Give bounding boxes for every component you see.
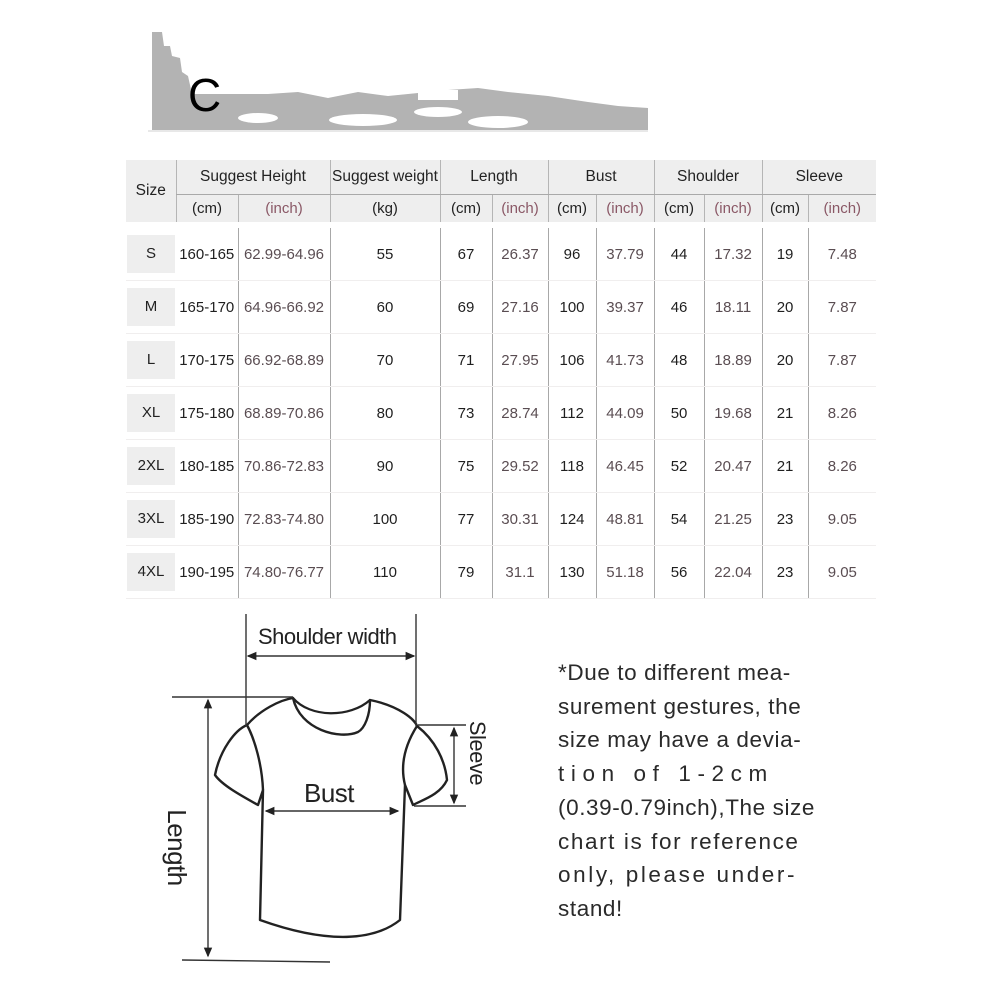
shoulder-cm: 54 xyxy=(654,493,704,546)
table-row xyxy=(126,387,876,440)
length-label: Length xyxy=(161,809,192,886)
unit-length-inch: (inch) xyxy=(492,195,548,223)
sleeve-cm: 23 xyxy=(762,493,808,546)
sleeve-cm: 20 xyxy=(762,334,808,387)
sleeve-inch: 7.87 xyxy=(808,334,876,387)
weight-kg: 80 xyxy=(330,387,440,440)
height-inch: 66.92-68.89 xyxy=(238,334,330,387)
bust-cm: 130 xyxy=(548,546,596,599)
height-inch: 74.80-76.77 xyxy=(238,546,330,599)
size-label: 4XL xyxy=(127,553,175,591)
unit-sleeve-inch: (inch) xyxy=(808,195,876,223)
height-inch: 68.89-70.86 xyxy=(238,387,330,440)
weight-kg: 100 xyxy=(330,493,440,546)
height-inch: 72.83-74.80 xyxy=(238,493,330,546)
height-inch: 64.96-66.92 xyxy=(238,281,330,334)
sleeve-inch: 7.48 xyxy=(808,228,876,281)
bust-inch: 39.37 xyxy=(596,281,654,334)
shoulder-inch: 21.25 xyxy=(704,493,762,546)
bust-cm: 100 xyxy=(548,281,596,334)
size-cell xyxy=(126,387,176,440)
length-inch: 29.52 xyxy=(492,440,548,493)
height-cm: 165-170 xyxy=(176,281,238,334)
size-label: L xyxy=(127,341,175,379)
note-line: *Due to different mea- xyxy=(558,660,791,685)
shoulder-inch: 20.47 xyxy=(704,440,762,493)
table-row xyxy=(126,281,876,334)
shoulder-inch: 17.32 xyxy=(704,228,762,281)
header-bust: Bust xyxy=(548,160,654,195)
note-line: stand! xyxy=(558,895,623,921)
unit-bust-inch: (inch) xyxy=(596,195,654,223)
measurement-disclaimer xyxy=(558,656,838,926)
length-inch: 27.16 xyxy=(492,281,548,334)
bust-cm: 118 xyxy=(548,440,596,493)
height-cm: 175-180 xyxy=(176,387,238,440)
sleeve-label: Sleeve xyxy=(465,720,491,786)
size-cell xyxy=(126,440,176,493)
header-size: Size xyxy=(126,160,176,222)
size-label: 3XL xyxy=(127,500,175,538)
erased-banner-shape xyxy=(148,32,648,132)
shoulder-inch: 18.89 xyxy=(704,334,762,387)
size-cell xyxy=(126,281,176,334)
unit-height-inch: (inch) xyxy=(238,195,330,223)
unit-shoulder-cm: (cm) xyxy=(654,195,704,223)
shoulder-cm: 44 xyxy=(654,228,704,281)
size-cell xyxy=(126,228,176,281)
sleeve-cm: 21 xyxy=(762,440,808,493)
bust-cm: 112 xyxy=(548,387,596,440)
size-cell xyxy=(126,493,176,546)
sleeve-cm: 23 xyxy=(762,546,808,599)
height-cm: 190-195 xyxy=(176,546,238,599)
weight-kg: 55 xyxy=(330,228,440,281)
shoulder-cm: 52 xyxy=(654,440,704,493)
weight-kg: 90 xyxy=(330,440,440,493)
unit-shoulder-inch: (inch) xyxy=(704,195,762,223)
sleeve-inch: 7.87 xyxy=(808,281,876,334)
weight-kg: 60 xyxy=(330,281,440,334)
bust-inch: 46.45 xyxy=(596,440,654,493)
length-inch: 31.1 xyxy=(492,546,548,599)
bust-inch: 37.79 xyxy=(596,228,654,281)
header-row-units xyxy=(126,195,876,223)
height-cm: 185-190 xyxy=(176,493,238,546)
height-cm: 170-175 xyxy=(176,334,238,387)
sleeve-cm: 19 xyxy=(762,228,808,281)
size-label: M xyxy=(127,288,175,326)
bust-cm: 124 xyxy=(548,493,596,546)
note-line: only, please under- xyxy=(558,862,798,888)
length-inch: 27.95 xyxy=(492,334,548,387)
table-row xyxy=(126,334,876,387)
bust-cm: 106 xyxy=(548,334,596,387)
size-chart-table xyxy=(126,160,876,599)
length-cm: 73 xyxy=(440,387,492,440)
bust-inch: 44.09 xyxy=(596,387,654,440)
bust-inch: 51.18 xyxy=(596,546,654,599)
length-cm: 77 xyxy=(440,493,492,546)
header-length: Length xyxy=(440,160,548,195)
length-cm: 71 xyxy=(440,334,492,387)
size-label: XL xyxy=(127,394,175,432)
table-row xyxy=(126,546,876,599)
title-banner xyxy=(148,32,648,132)
shoulder-width-label: Shoulder width xyxy=(258,624,397,649)
table-row xyxy=(126,440,876,493)
note-line: (0.39-0.79inch),The size xyxy=(558,794,816,820)
length-cm: 75 xyxy=(440,440,492,493)
unit-height-cm: (cm) xyxy=(176,195,238,223)
shoulder-cm: 48 xyxy=(654,334,704,387)
header-suggest-weight: Suggest weight xyxy=(330,160,440,195)
sleeve-cm: 21 xyxy=(762,387,808,440)
sleeve-inch: 8.26 xyxy=(808,387,876,440)
height-inch: 70.86-72.83 xyxy=(238,440,330,493)
size-label: 2XL xyxy=(127,447,175,485)
note-line: surement gestures, the xyxy=(558,693,802,719)
bust-cm: 96 xyxy=(548,228,596,281)
sleeve-inch: 8.26 xyxy=(808,440,876,493)
shoulder-inch: 22.04 xyxy=(704,546,762,599)
length-cm: 79 xyxy=(440,546,492,599)
shoulder-cm: 50 xyxy=(654,387,704,440)
shoulder-cm: 56 xyxy=(654,546,704,599)
bust-inch: 48.81 xyxy=(596,493,654,546)
header-suggest-height: Suggest Height xyxy=(176,160,330,195)
shoulder-cm: 46 xyxy=(654,281,704,334)
table-row xyxy=(126,493,876,546)
shoulder-inch: 18.11 xyxy=(704,281,762,334)
bust-label: Bust xyxy=(304,778,355,808)
height-cm: 180-185 xyxy=(176,440,238,493)
sleeve-inch: 9.05 xyxy=(808,546,876,599)
unit-bust-cm: (cm) xyxy=(548,195,596,223)
length-inch: 28.74 xyxy=(492,387,548,440)
header-sleeve: Sleeve xyxy=(762,160,876,195)
length-cm: 69 xyxy=(440,281,492,334)
length-inch: 26.37 xyxy=(492,228,548,281)
title-text: C xyxy=(188,69,220,121)
size-cell xyxy=(126,334,176,387)
header-row-groups xyxy=(126,160,876,195)
note-line: tion of 1-2cm xyxy=(558,761,774,787)
table-row xyxy=(126,228,876,281)
sleeve-inch: 9.05 xyxy=(808,493,876,546)
height-cm: 160-165 xyxy=(176,228,238,281)
tshirt-measurement-diagram xyxy=(160,600,500,970)
unit-length-cm: (cm) xyxy=(440,195,492,223)
unit-sleeve-cm: (cm) xyxy=(762,195,808,223)
weight-kg: 110 xyxy=(330,546,440,599)
shoulder-inch: 19.68 xyxy=(704,387,762,440)
note-line: chart is for reference xyxy=(558,828,800,854)
size-label: S xyxy=(127,235,175,273)
size-cell xyxy=(126,546,176,599)
bust-inch: 41.73 xyxy=(596,334,654,387)
height-inch: 62.99-64.96 xyxy=(238,228,330,281)
header-shoulder: Shoulder xyxy=(654,160,762,195)
unit-weight-kg: (kg) xyxy=(330,195,440,223)
length-inch: 30.31 xyxy=(492,493,548,546)
sleeve-cm: 20 xyxy=(762,281,808,334)
weight-kg: 70 xyxy=(330,334,440,387)
note-line: size may have a devia- xyxy=(558,727,802,753)
length-cm: 67 xyxy=(440,228,492,281)
